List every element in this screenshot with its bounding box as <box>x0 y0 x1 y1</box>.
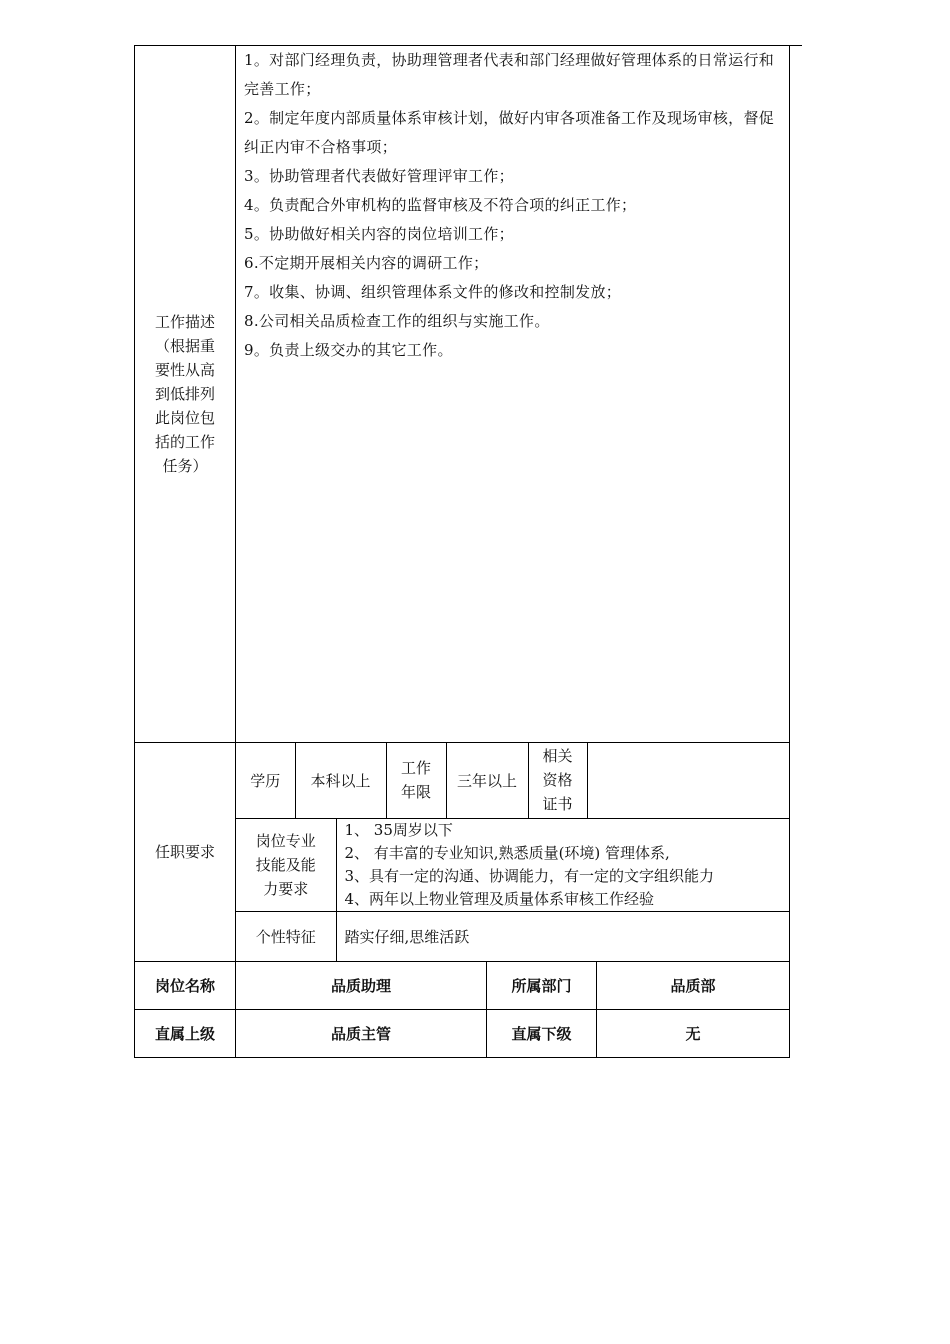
cert-label-line: 证书 <box>542 795 573 814</box>
position-name-value: 品质助理 <box>236 962 487 1010</box>
skill-item: 3、具有一定的沟通、协调能力，有一定的文字组织能力 <box>344 866 715 885</box>
duty-item: 5。协助做好相关内容的岗位培训工作； <box>244 225 514 243</box>
description-label-line: （根据重 <box>154 337 215 355</box>
duty-item: 8.公司相关品质检查工作的组织与实施工作。 <box>244 312 550 330</box>
subordinate-value: 无 <box>597 1010 790 1058</box>
years-label-line: 工作 <box>401 759 432 778</box>
cert-label <box>528 743 587 818</box>
description-label-line: 括的工作 <box>154 433 215 451</box>
description-label-line: 要性从高 <box>154 361 215 379</box>
duty-list <box>236 46 790 743</box>
traits-label: 个性特征 <box>236 911 336 961</box>
traits-value: 踏实仔细,思维活跃 <box>336 911 789 961</box>
superior-label: 直属上级 <box>135 1010 236 1058</box>
description-label-line: 工作描述 <box>154 313 215 331</box>
cert-value <box>587 743 789 818</box>
subordinate-label: 直属下级 <box>487 1010 597 1058</box>
duty-item: 3。协助管理者代表做好管理评审工作； <box>244 167 514 185</box>
superior-value: 品质主管 <box>236 1010 487 1058</box>
reporting-row <box>135 1010 790 1058</box>
description-label-line: 到低排列 <box>154 385 215 403</box>
department-value: 品质部 <box>597 962 790 1010</box>
education-label: 学历 <box>236 743 295 818</box>
duty-item: 2。制定年度内部质量体系审核计划，做好内审各项准备工作及现场审核，督促纠正内审不合格事项； <box>244 109 775 156</box>
skills-list <box>336 818 789 911</box>
education-value: 本科以上 <box>295 743 386 818</box>
department-label: 所属部门 <box>487 962 597 1010</box>
duty-item: 1。对部门经理负责，协助理管理者代表和部门经理做好管理体系的日常运行和完善工作； <box>244 51 775 98</box>
job-description-table <box>134 45 790 1058</box>
requirements-block <box>236 743 790 962</box>
description-label-line: 此岗位包 <box>154 409 215 427</box>
skills-label-line: 岗位专业 <box>255 831 316 850</box>
skills-label-line: 力要求 <box>263 879 309 898</box>
cert-label-line: 资格 <box>542 771 573 790</box>
skills-label <box>236 818 336 911</box>
skill-item: 1、 35周岁以下 <box>344 820 453 839</box>
duty-item: 6.不定期开展相关内容的调研工作； <box>244 254 489 272</box>
duty-item: 4。负责配合外审机构的监督审核及不符合项的纠正工作； <box>244 196 637 214</box>
skill-item: 2、 有丰富的专业知识,熟悉质量(环境) 管理体系, <box>344 843 670 862</box>
skill-item: 4、两年以上物业管理及质量体系审核工作经验 <box>344 889 655 908</box>
years-label-line: 年限 <box>401 783 432 802</box>
duty-item: 9。负责上级交办的其它工作。 <box>244 341 453 359</box>
duty-item: 7。收集、协调、组织管理体系文件的修改和控制发放； <box>244 283 622 301</box>
description-row <box>135 46 790 743</box>
description-label <box>135 46 236 743</box>
requirements-row <box>135 743 790 962</box>
cert-label-line: 相关 <box>542 747 573 766</box>
description-label-line: 任务） <box>162 457 208 475</box>
years-value: 三年以上 <box>446 743 528 818</box>
position-row <box>135 962 790 1010</box>
requirements-table <box>236 743 789 961</box>
position-name-label: 岗位名称 <box>135 962 236 1010</box>
requirements-label: 任职要求 <box>135 743 236 962</box>
skills-label-line: 技能及能 <box>255 855 316 874</box>
years-label <box>386 743 446 818</box>
